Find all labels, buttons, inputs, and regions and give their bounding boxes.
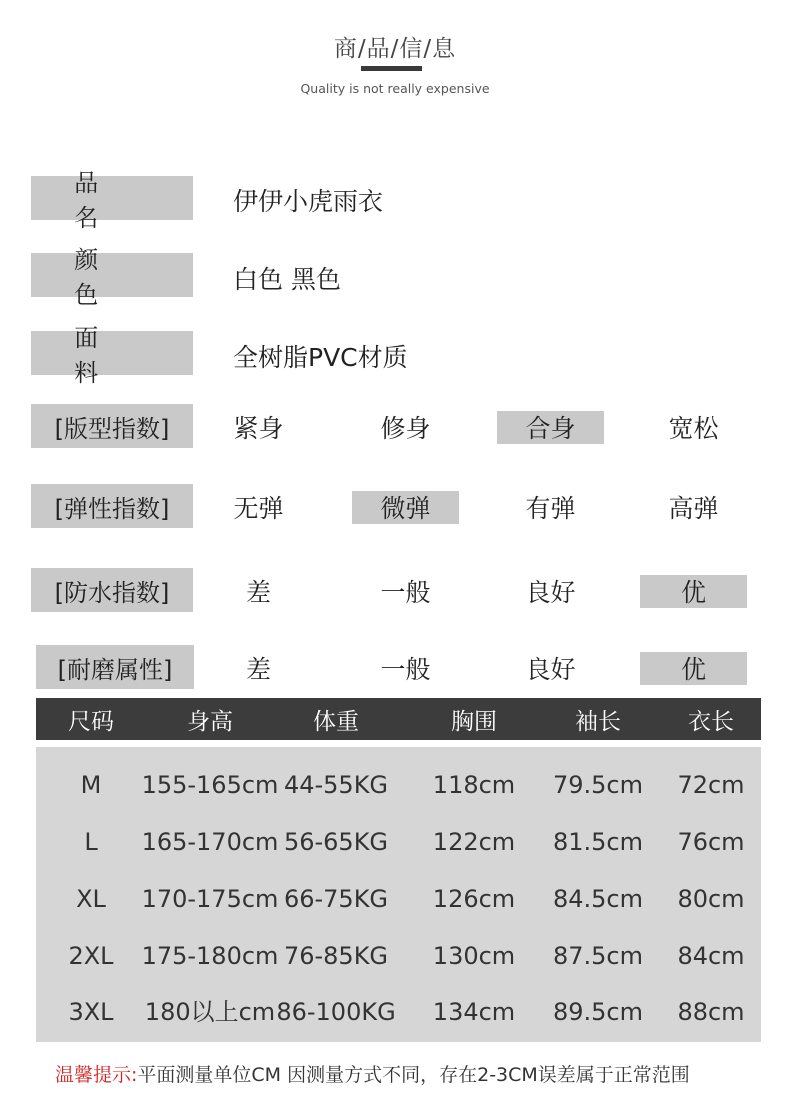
index-label: [弹性指数] [31, 484, 193, 528]
table-cell: M [80, 771, 102, 799]
index-option: 差 [245, 578, 271, 607]
size-table-header [36, 698, 761, 740]
table-cell: 56-65KG [283, 828, 389, 856]
table-cell: 81.5cm [552, 828, 643, 856]
table-header-cell: 衣长 [688, 708, 734, 735]
table-cell: 79.5cm [552, 771, 643, 799]
table-cell: 87.5cm [552, 942, 643, 970]
table-header-cell: 袖长 [575, 708, 621, 735]
index-option: 良好 [525, 578, 576, 607]
page-title: 商/品/信/息 [333, 36, 457, 62]
index-label: [耐磨属性] [36, 645, 194, 689]
index-option-selected: 微弹 [352, 491, 459, 524]
table-cell: 44-55KG [283, 771, 389, 799]
name-value: 伊伊小虎雨衣 [233, 187, 384, 216]
index-option: 差 [245, 655, 271, 684]
table-cell: 170-175cm [141, 885, 279, 913]
index-option-selected: 优 [640, 575, 747, 608]
table-cell: 76cm [677, 828, 745, 856]
table-header-cell: 体重 [313, 708, 359, 735]
index-option: 修身 [380, 414, 431, 443]
color-value: 白色 黑色 [233, 265, 341, 294]
table-cell: 2XL [68, 942, 114, 970]
table-cell: XL [76, 885, 106, 913]
page-subtitle: Quality is not really expensive [300, 81, 490, 96]
index-label: [防水指数] [31, 568, 193, 612]
index-option: 紧身 [233, 414, 284, 443]
table-cell: 88cm [677, 998, 745, 1026]
color-label: 颜色 [31, 253, 193, 297]
title-underline [361, 66, 422, 71]
table-header-cell: 身高 [187, 708, 233, 735]
index-option-selected: 优 [640, 652, 747, 685]
table-cell: 3XL [68, 998, 114, 1026]
index-option: 一般 [380, 655, 431, 684]
table-cell: 118cm [432, 771, 516, 799]
measurement-note [55, 1060, 690, 1087]
index-option: 无弹 [233, 494, 284, 523]
table-cell: 122cm [432, 828, 516, 856]
material-value: 全树脂PVC材质 [233, 343, 408, 372]
table-cell: 130cm [432, 942, 516, 970]
table-header-cell: 尺码 [68, 708, 114, 735]
table-header-cell: 胸围 [451, 708, 497, 735]
table-cell: 165-170cm [141, 828, 279, 856]
index-label: [版型指数] [31, 404, 193, 448]
table-cell: 76-85KG [283, 942, 389, 970]
index-option: 高弹 [668, 494, 719, 523]
index-option: 宽松 [668, 414, 719, 443]
table-cell: 66-75KG [283, 885, 389, 913]
table-cell: 80cm [677, 885, 745, 913]
table-cell: 72cm [677, 771, 745, 799]
index-option: 有弹 [525, 494, 576, 523]
size-table-body [36, 747, 761, 1042]
index-option-selected: 合身 [497, 411, 604, 444]
table-cell: 84cm [677, 942, 745, 970]
table-cell: L [84, 828, 98, 856]
index-option: 一般 [380, 578, 431, 607]
table-cell: 134cm [432, 998, 516, 1026]
table-cell: 155-165cm [141, 771, 279, 799]
table-cell: 126cm [432, 885, 516, 913]
material-label: 面料 [31, 331, 193, 375]
name-label: 品名 [31, 176, 193, 220]
table-cell: 89.5cm [552, 998, 643, 1026]
table-cell: 180以上cm [144, 998, 276, 1026]
table-cell: 175-180cm [141, 942, 279, 970]
index-option: 良好 [525, 655, 576, 684]
table-cell: 84.5cm [552, 885, 643, 913]
table-cell: 86-100KG [276, 998, 396, 1026]
note-text: 平面测量单位CM 因测量方式不同，存在2-3CM误差属于正常范围 [137, 1064, 690, 1086]
note-prefix: 温馨提示: [55, 1064, 138, 1086]
